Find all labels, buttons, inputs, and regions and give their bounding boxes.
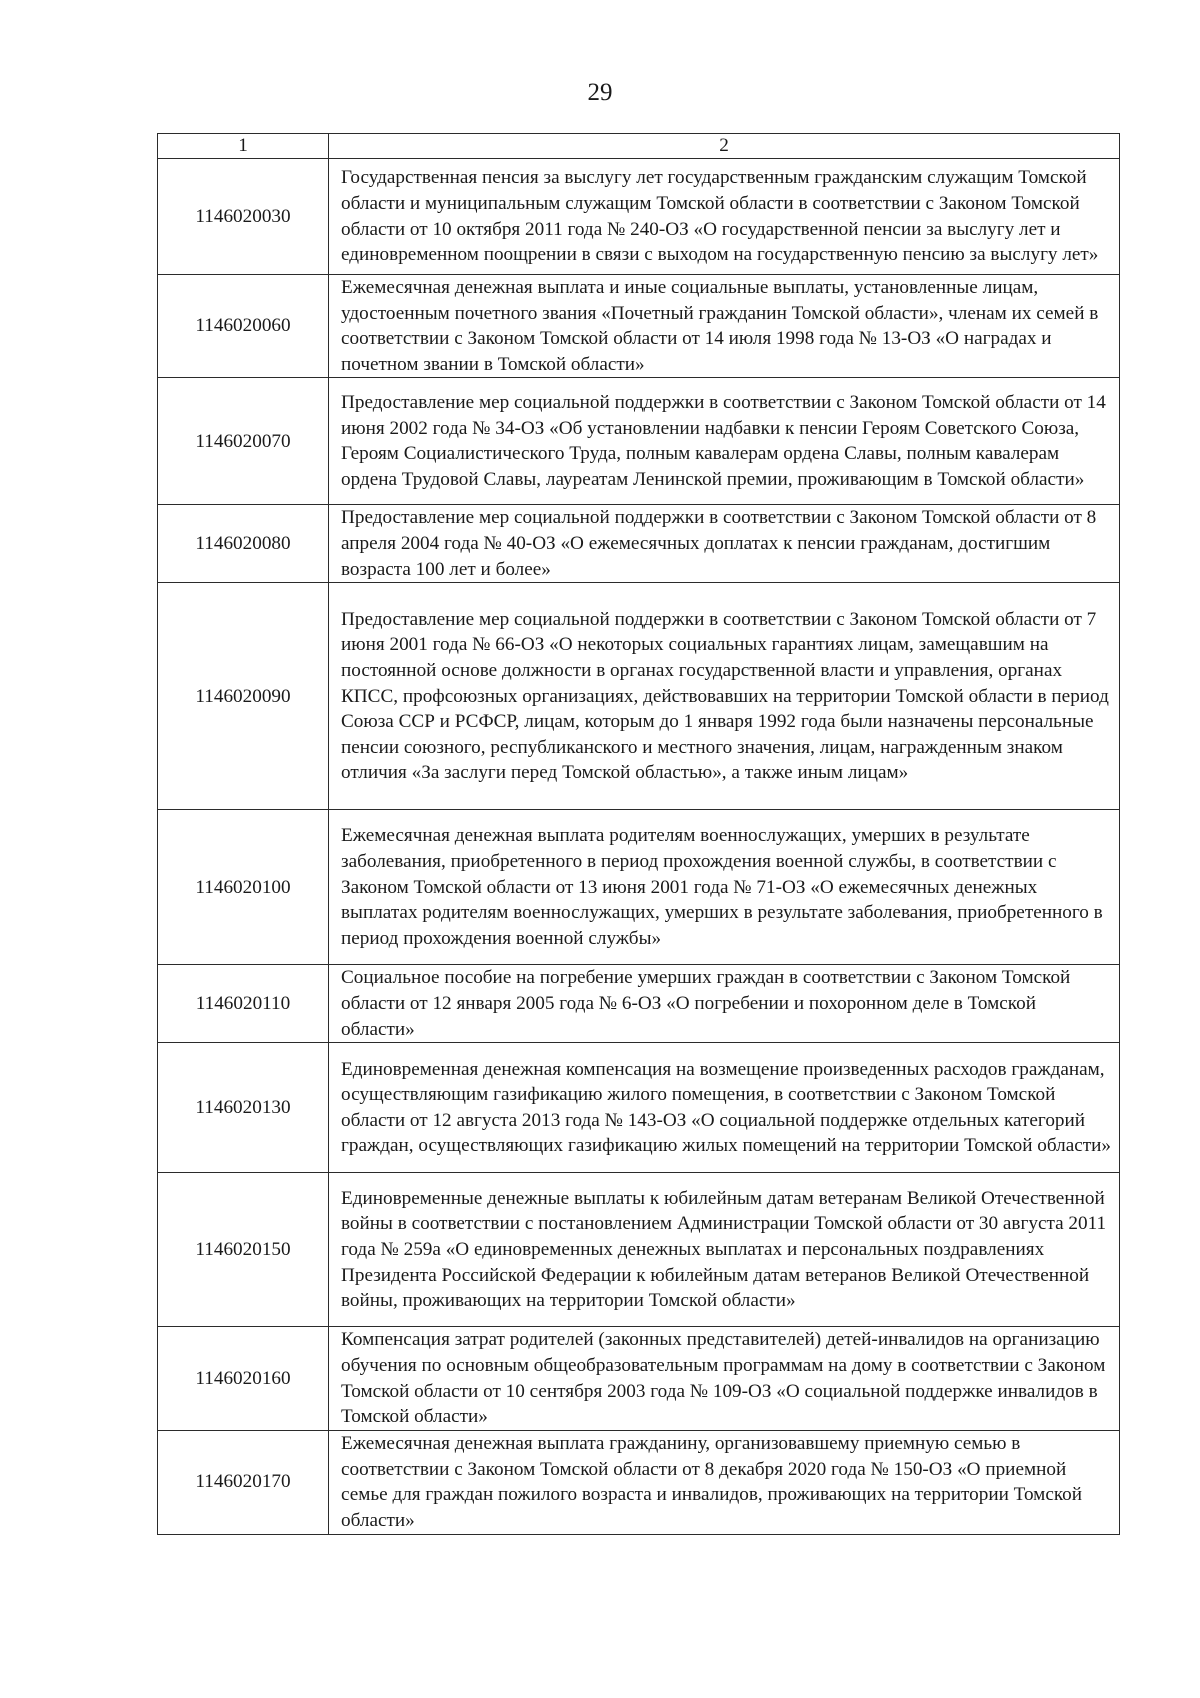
row-description: Единовременная денежная компенсация на возмещение произведенных расходов гражданам, осуществляющим газификацию жилого помещения, в соответствии с Законом Томской области от 12 августа 2013 года № 143-ОЗ «О социальной поддержке отдельных категорий граждан, осуществляющих газификацию жилых помещений на территории Томской области» xyxy=(329,1043,1120,1173)
table-row xyxy=(158,1327,1120,1430)
table-row xyxy=(158,1043,1120,1173)
row-code: 1146020110 xyxy=(158,965,329,1043)
row-description: Ежемесячная денежная выплата родителям военнослужащих, умерших в результате заболевания, приобретенного в период прохождения военной службы, в соответствии с Законом Томской области от 13 июня 2001 года № 71-ОЗ «О ежемесячных денежных выплатах родителям военнослужащих, умерших в результате заболевания, приобретенного в период прохождения военной службы» xyxy=(329,810,1120,965)
row-code: 1146020130 xyxy=(158,1043,329,1173)
table-row xyxy=(158,583,1120,810)
table-row xyxy=(158,1430,1120,1534)
row-code: 1146020070 xyxy=(158,378,329,505)
table-row xyxy=(158,810,1120,965)
budget-classification-table xyxy=(157,133,1120,1535)
table-row xyxy=(158,505,1120,583)
table-row xyxy=(158,275,1120,378)
page-number: 29 xyxy=(587,79,613,106)
table-row xyxy=(158,378,1120,505)
table-row xyxy=(158,159,1120,275)
row-description: Предоставление мер социальной поддержки в соответствии с Законом Томской области от 8 апреля 2004 года № 40-ОЗ «О ежемесячных доплатах к пенсии гражданам, достигшим возраста 100 лет и более» xyxy=(329,505,1120,583)
row-code: 1146020100 xyxy=(158,810,329,965)
row-code: 1146020060 xyxy=(158,275,329,378)
row-description: Государственная пенсия за выслугу лет государственным гражданским служащим Томской области и муниципальным служащим Томской области в соответствии с Законом Томской области от 10 октября 2011 года № 240-ОЗ «О государственной пенсии за выслугу лет и единовременном поощрении в связи с выходом на государственную пенсию за выслугу лет» xyxy=(329,159,1120,275)
column-header-2: 2 xyxy=(329,134,1120,159)
row-code: 1146020160 xyxy=(158,1327,329,1430)
table-header-row xyxy=(158,134,1120,159)
row-code: 1146020170 xyxy=(158,1430,329,1534)
row-code: 1146020080 xyxy=(158,505,329,583)
row-description: Компенсация затрат родителей (законных представителей) детей-инвалидов на организацию обучения по основным общеобразовательным программам на дому в соответствии с Законом Томской области от 10 сентября 2003 года № 109-ОЗ «О социальной поддержке инвалидов в Томской области» xyxy=(329,1327,1120,1430)
row-description: Ежемесячная денежная выплата гражданину, организовавшему приемную семью в соответствии с Законом Томской области от 8 декабря 2020 года № 150-ОЗ «О приемной семье для граждан пожилого возраста и инвалидов, проживающих на территории Томской области» xyxy=(329,1430,1120,1534)
row-code: 1146020150 xyxy=(158,1173,329,1327)
row-description: Предоставление мер социальной поддержки в соответствии с Законом Томской области от 14 июня 2002 года № 34-ОЗ «Об установлении надбавки к пенсии Героям Советского Союза, Героям Социалистического Труда, полным кавалерам ордена Славы, полным кавалерам ордена Трудовой Славы, лауреатам Ленинской премии, проживающим в Томской области» xyxy=(329,378,1120,505)
row-code: 1146020090 xyxy=(158,583,329,810)
row-description: Социальное пособие на погребение умерших граждан в соответствии с Законом Томской области от 12 января 2005 года № 6-ОЗ «О погребении и похоронном деле в Томской области» xyxy=(329,965,1120,1043)
column-header-1: 1 xyxy=(158,134,329,159)
table-row xyxy=(158,1173,1120,1327)
row-code: 1146020030 xyxy=(158,159,329,275)
row-description: Предоставление мер социальной поддержки в соответствии с Законом Томской области от 7 июня 2001 года № 66-ОЗ «О некоторых социальных гарантиях лицам, замещавшим на постоянной основе должности в органах государственной власти и управления, органах КПСС, профсоюзных организациях, действовавших на территории Томской области в период Союза ССР и РСФСР, лицам, которым до 1 января 1992 года были назначены персональные пенсии союзного, республиканского и местного значения, лицам, награжденным знаком отличия «За заслуги перед Томской областью», а также иным лицам» xyxy=(329,583,1120,810)
table-row xyxy=(158,965,1120,1043)
row-description: Единовременные денежные выплаты к юбилейным датам ветеранам Великой Отечественной войны в соответствии с постановлением Администрации Томской области от 30 августа 2011 года № 259а «О единовременных денежных выплатах и персональных поздравлениях Президента Российской Федерации к юбилейным датам ветеранов Великой Отечественной войны, проживающих на территории Томской области» xyxy=(329,1173,1120,1327)
row-description: Ежемесячная денежная выплата и иные социальные выплаты, установленные лицам, удостоенным почетного звания «Почетный гражданин Томской области», членам их семей в соответствии с Законом Томской области от 14 июля 1998 года № 13-ОЗ «О наградах и почетном звании в Томской области» xyxy=(329,275,1120,378)
